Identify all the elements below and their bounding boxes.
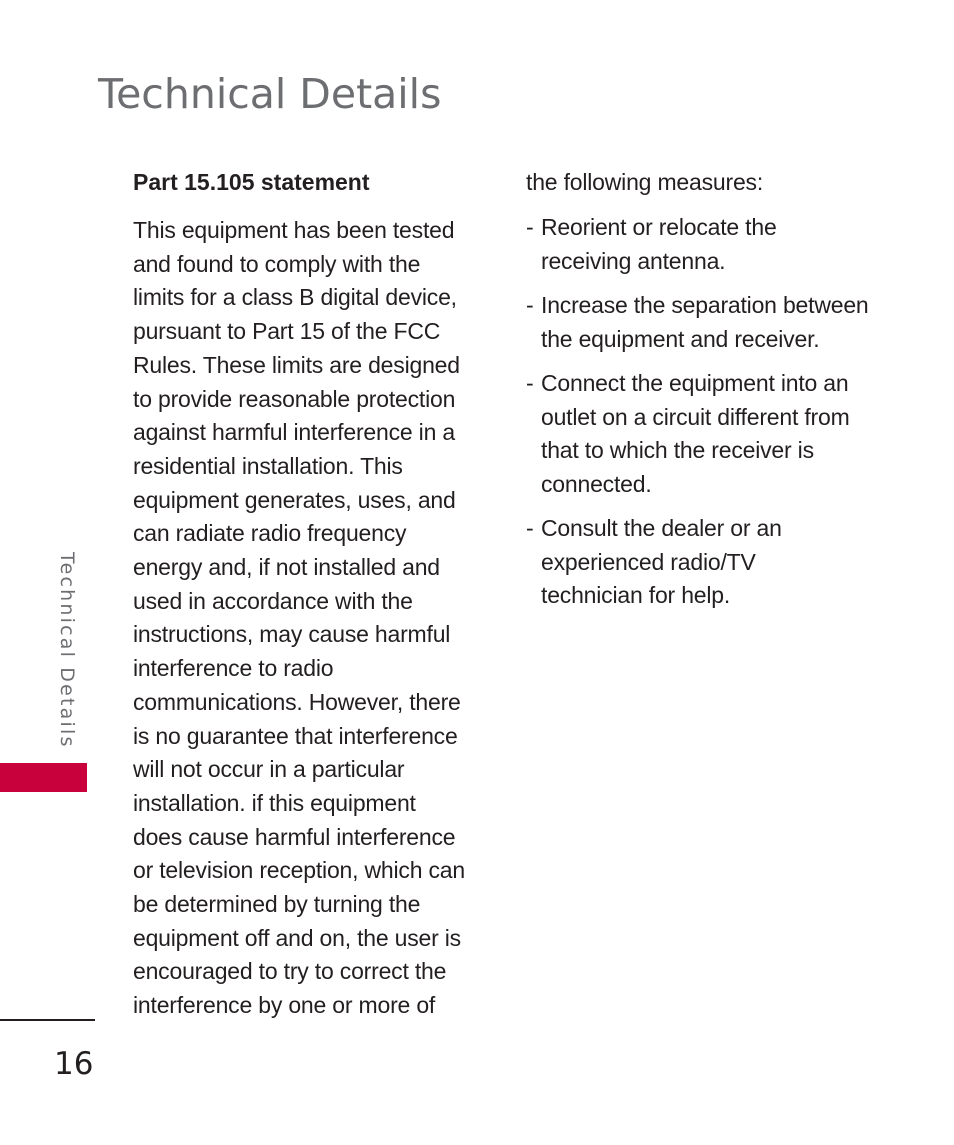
paragraph-line: Rules. These limits are designed (133, 351, 460, 378)
side-tab-label: Technical Details (56, 552, 78, 749)
measure-item (526, 211, 896, 278)
measure-line: Connect the equipment into an (541, 370, 849, 396)
measure-line: Reorient or relocate the (541, 214, 777, 240)
paragraph-line: encouraged to try to correct the (133, 958, 447, 985)
measure-item (526, 367, 896, 501)
measure-line: the equipment and receiver. (541, 325, 820, 352)
paragraph-line: will not occur in a particular (133, 756, 405, 783)
paragraph-line: or television reception, which can (133, 857, 465, 884)
paragraph-line: instructions, may cause harmful (133, 621, 451, 648)
measure-line: Increase the separation between (541, 292, 869, 318)
measure-item (526, 289, 896, 356)
measure-item (526, 512, 896, 613)
paragraph-line: can radiate radio frequency (133, 520, 407, 547)
paragraph-line: is no guarantee that interference (133, 722, 458, 749)
paragraph-line: pursuant to Part 15 of the FCC (133, 318, 441, 345)
bullet-dash: - (526, 515, 534, 541)
paragraph-line: This equipment has been tested (133, 217, 455, 243)
measure-line: connected. (541, 470, 652, 497)
paragraph-line: to provide reasonable protection (133, 385, 456, 412)
measure-line: Consult the dealer or an (541, 515, 782, 541)
paragraph-line: limits for a class B digital device, (133, 284, 457, 311)
paragraph-line: be determined by turning the (133, 891, 421, 918)
paragraph-line: energy and, if not installed and (133, 554, 440, 581)
measure-line: receiving antenna. (541, 247, 726, 274)
side-tab (55, 552, 79, 752)
bullet-dash: - (526, 370, 534, 396)
section-heading: Part 15.105 statement (133, 169, 370, 195)
paragraph-line: interference to radio (133, 655, 334, 682)
paragraph-line: equipment generates, uses, and (133, 486, 456, 513)
page-number: 16 (54, 1046, 94, 1082)
paragraph-line: used in accordance with the (133, 587, 413, 614)
measure-line: experienced radio/TV (541, 548, 756, 575)
paragraph-line: installation. if this equipment (133, 789, 416, 816)
footer-divider (0, 1019, 95, 1021)
bullet-dash: - (526, 292, 534, 318)
paragraph-line: against harmful interference in a (133, 419, 455, 446)
measures-intro: the following measures: (526, 169, 764, 195)
paragraph-line: interference by one or more of (133, 992, 436, 1019)
paragraph-line: and found to comply with the (133, 250, 421, 277)
paragraph-line: residential installation. This (133, 452, 403, 479)
measure-line: technician for help. (541, 582, 731, 608)
bullet-dash: - (526, 214, 534, 240)
statement-paragraph (133, 214, 493, 1023)
left-column (133, 164, 493, 1023)
measure-line: that to which the receiver is (541, 437, 814, 463)
paragraph-line: does cause harmful interference (133, 823, 456, 850)
page-title: Technical Details (98, 70, 442, 118)
paragraph-line: equipment off and on, the user is (133, 924, 461, 951)
side-tab-marker (0, 763, 87, 792)
right-column (526, 164, 896, 613)
paragraph-line: communications. However, there (133, 688, 461, 715)
measure-line: outlet on a circuit different from (541, 403, 850, 430)
